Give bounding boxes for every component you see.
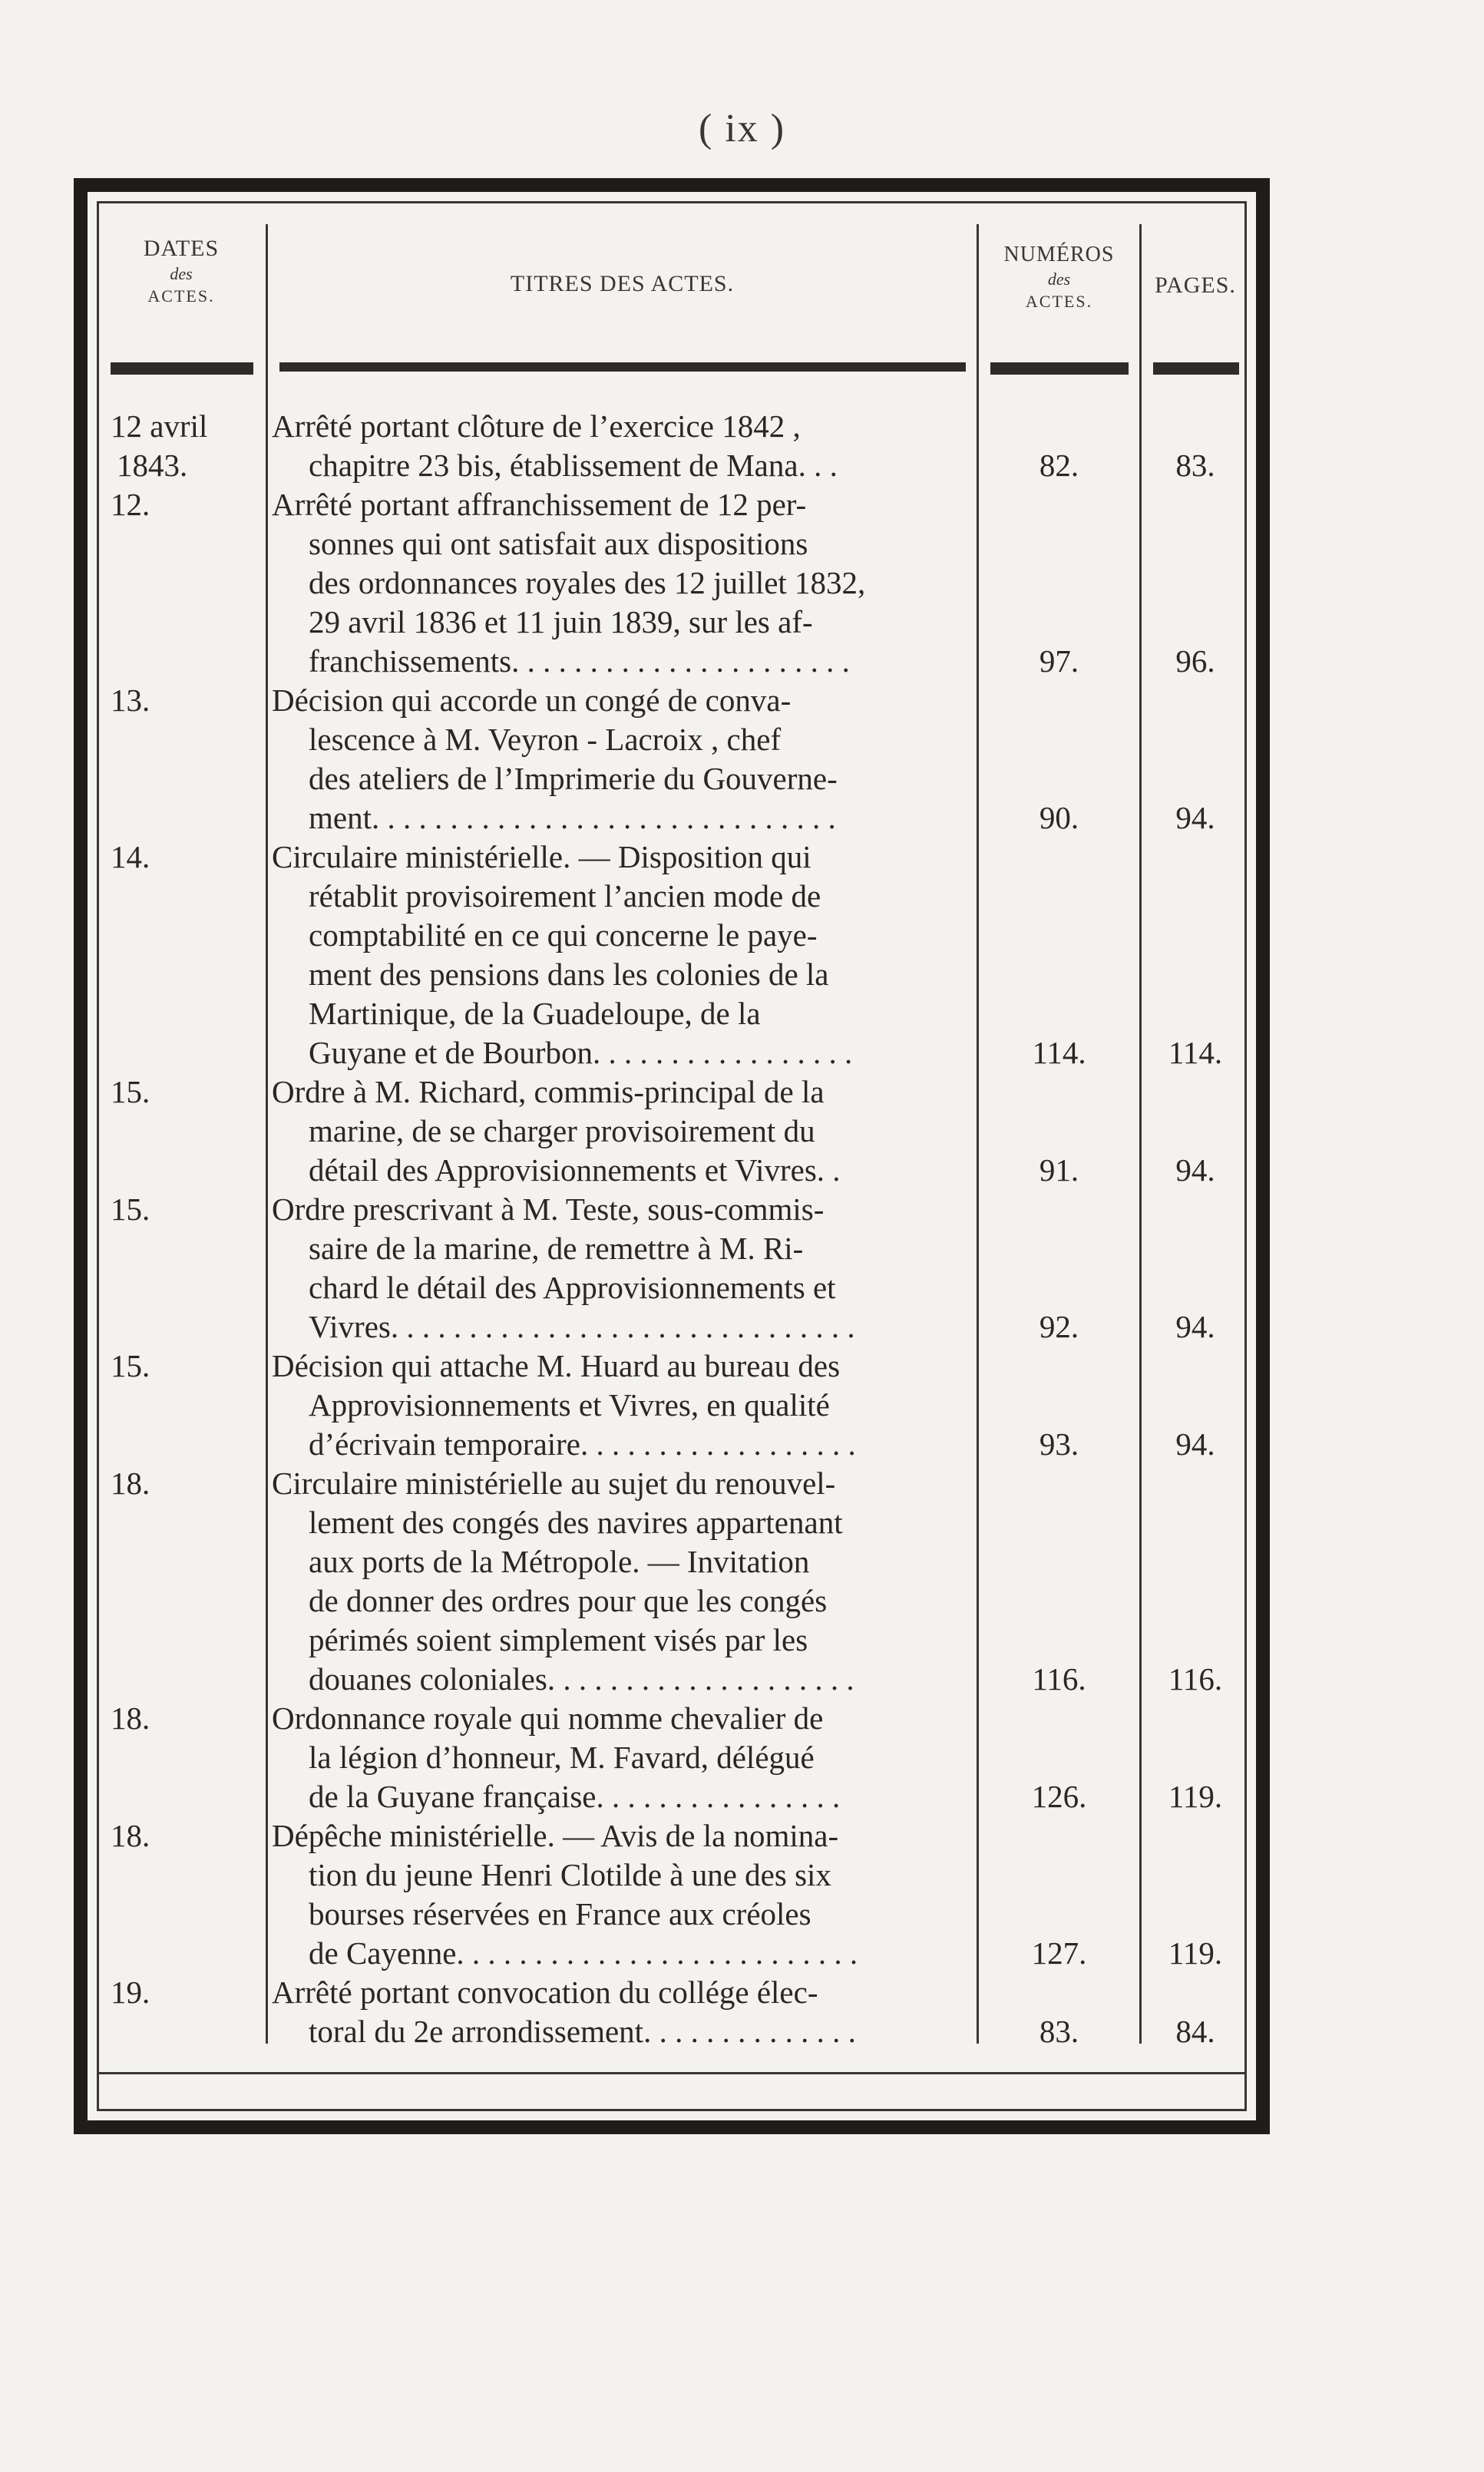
entry-title-line: chard le détail des Approvisionnements et — [309, 1270, 836, 1305]
entry-title-line: 29 avril 1836 et 11 juin 1839, sur les af- — [309, 604, 813, 639]
entry-date: 12 avril — [111, 408, 208, 444]
entry-title-line: Ordonnance royale qui nomme chevalier de — [272, 1700, 824, 1736]
entry-page: 94. — [1175, 1152, 1215, 1188]
entry-numero: 114. — [1032, 1035, 1086, 1070]
entry-date: 12. — [111, 487, 150, 522]
entry-numero: 127. — [1031, 1935, 1087, 1971]
header-dates-main: DATES — [143, 236, 220, 261]
header-dates-actes: ACTES. — [147, 286, 215, 306]
entry-date: 13. — [111, 682, 150, 718]
entry-title-line: lement des congés des navires appartenant — [309, 1505, 843, 1540]
header-numeros-actes: ACTES. — [1025, 291, 1093, 311]
entry-title-line: la légion d’honneur, M. Favard, délégué — [309, 1740, 815, 1775]
entry-title-line: Martinique, de la Guadeloupe, de la — [309, 996, 761, 1031]
entry-title-line: d’écrivain temporaire. . . . . . . . . . . . . . . . . . — [309, 1426, 856, 1462]
entry-page: 94. — [1175, 1309, 1215, 1344]
entry-title-line: de la Guyane française. . . . . . . . . . . . . . . . — [309, 1779, 841, 1814]
entry-title-line: franchissements. . . . . . . . . . . . . . . . . . . . . . — [309, 643, 850, 679]
entry-title-line: saire de la marine, de remettre à M. Ri- — [309, 1231, 804, 1266]
entry-title-line: ment. . . . . . . . . . . . . . . . . . . . . . . . . . . . . . — [309, 800, 836, 835]
entry-title-line: Vivres. . . . . . . . . . . . . . . . . . . . . . . . . . . . . . — [309, 1309, 855, 1344]
entry-page: 116. — [1168, 1661, 1223, 1697]
entry-title-line: Approvisionnements et Vivres, en qualité — [309, 1387, 830, 1423]
entry-title-line: Circulaire ministérielle au sujet du renouvel- — [272, 1466, 836, 1501]
entry-page: 114. — [1168, 1035, 1223, 1070]
entry-title-line: de donner des ordres pour que les congés — [309, 1583, 828, 1618]
entry-page: 84. — [1175, 2014, 1215, 2049]
entry-title-line: périmés soient simplement visés par les — [309, 1622, 808, 1657]
entry-numero: 82. — [1039, 448, 1079, 483]
entry-page: 94. — [1175, 800, 1215, 835]
entry-title-line: Décision qui attache M. Huard au bureau des — [272, 1348, 841, 1383]
entry-title-line: des ordonnances royales des 12 juillet 1832, — [309, 565, 866, 600]
entry-numero: 92. — [1039, 1309, 1079, 1344]
entry-title-line: Guyane et de Bourbon. . . . . . . . . . . . . . . . . — [309, 1035, 853, 1070]
entry-date: 15. — [111, 1348, 150, 1383]
entry-title-line: lescence à M. Veyron - Lacroix , chef — [309, 722, 782, 757]
entry-title-line: Dépêche ministérielle. — Avis de la nomina- — [272, 1818, 839, 1853]
entry-title-line: sonnes qui ont satisfait aux dispositions — [309, 526, 808, 561]
entry-title-line: douanes coloniales. . . . . . . . . . . . . . . . . . . . — [309, 1661, 854, 1697]
entry-page: 83. — [1175, 448, 1215, 483]
entry-title-line: Ordre à M. Richard, commis-principal de la — [272, 1074, 825, 1109]
entry-date: 18. — [111, 1466, 150, 1501]
entry-page: 94. — [1175, 1426, 1215, 1462]
entry-date: 1843. — [117, 448, 188, 483]
entries-list — [88, 192, 1256, 2120]
entry-numero: 83. — [1039, 2014, 1079, 2049]
table-frame — [74, 178, 1270, 2134]
entry-title-line: Arrêté portant convocation du collége élec- — [272, 1975, 818, 2010]
entry-date: 18. — [111, 1700, 150, 1736]
entry-numero: 90. — [1039, 800, 1079, 835]
table-inner — [88, 192, 1256, 2120]
entry-date: 15. — [111, 1191, 150, 1227]
entry-title-line: Arrêté portant affranchissement de 12 per- — [272, 487, 807, 522]
entry-title-line: tion du jeune Henri Clotilde à une des six — [309, 1857, 831, 1892]
header-numeros-main: NUMÉROS — [1003, 243, 1115, 266]
entry-title-line: comptabilité en ce qui concerne le paye- — [309, 917, 818, 953]
entry-page: 119. — [1168, 1779, 1223, 1814]
entry-title-line: des ateliers de l’Imprimerie du Gouverne- — [309, 761, 838, 796]
entry-title-line: détail des Approvisionnements et Vivres. . — [309, 1152, 841, 1188]
entry-title-line: Circulaire ministérielle. — Disposition qui — [272, 839, 811, 874]
entry-page: 96. — [1175, 643, 1215, 679]
page-number: ( ix ) — [698, 107, 786, 150]
entry-numero: 116. — [1032, 1661, 1086, 1697]
entry-numero: 126. — [1031, 1779, 1087, 1814]
entry-numero: 97. — [1039, 643, 1079, 679]
entry-title-line: aux ports de la Métropole. — Invitation — [309, 1544, 810, 1579]
entry-date: 14. — [111, 839, 150, 874]
entry-date: 15. — [111, 1074, 150, 1109]
entry-title-line: chapitre 23 bis, établissement de Mana. . . — [309, 448, 838, 483]
header-pages-label: PAGES. — [1155, 273, 1236, 298]
header-titres-label: TITRES DES ACTES. — [510, 271, 735, 296]
entry-title-line: Ordre prescrivant à M. Teste, sous-commis- — [272, 1191, 825, 1227]
header-dates-des: des — [170, 264, 193, 283]
entry-title-line: toral du 2e arrondissement. . . . . . . . . . . . . . — [309, 2014, 856, 2049]
entry-title-line: Décision qui accorde un congé de conva- — [272, 682, 792, 718]
entry-numero: 93. — [1039, 1426, 1079, 1462]
header-numeros-des: des — [1047, 269, 1071, 289]
entry-title-line: Arrêté portant clôture de l’exercice 1842 , — [272, 408, 801, 444]
entry-title-line: ment des pensions dans les colonies de la — [309, 957, 829, 992]
entry-date: 18. — [111, 1818, 150, 1853]
entry-title-line: de Cayenne. . . . . . . . . . . . . . . . . . . . . . . . . . — [309, 1935, 858, 1971]
entry-title-line: marine, de se charger provisoirement du — [309, 1113, 815, 1148]
entry-title-line: bourses réservées en France aux créoles — [309, 1896, 811, 1932]
entry-date: 19. — [111, 1975, 150, 2010]
entry-page: 119. — [1168, 1935, 1223, 1971]
entry-title-line: rétablit provisoirement l’ancien mode de — [309, 878, 821, 914]
entry-numero: 91. — [1039, 1152, 1079, 1188]
